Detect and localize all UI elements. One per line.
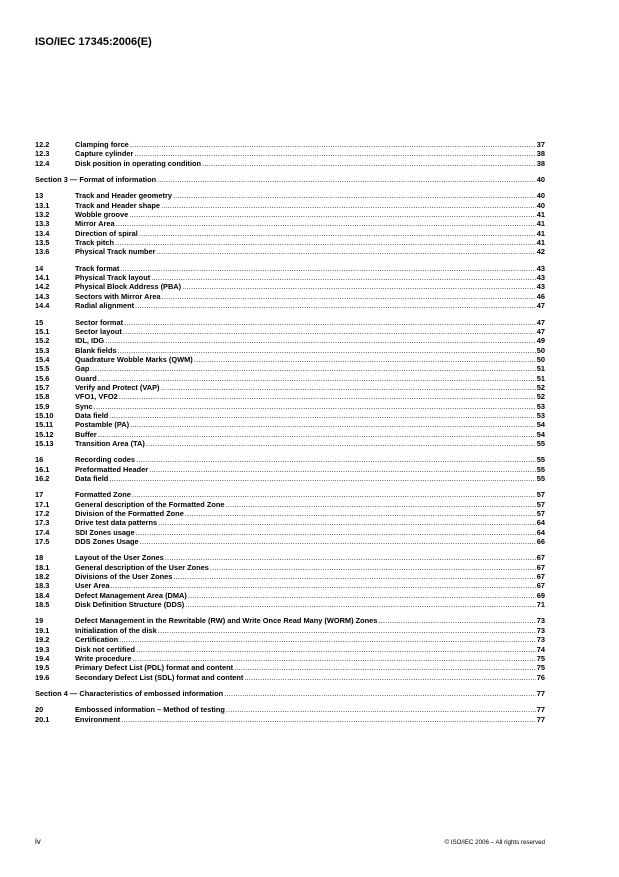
toc-entry-page: 73 [536,625,545,635]
dot-leader [210,563,536,572]
dot-leader [117,346,535,355]
toc-entry[interactable] [35,159,545,168]
toc-entry-number: 18.3 [35,581,50,591]
toc-entry[interactable] [35,439,545,448]
toc-entry[interactable] [35,355,545,364]
dot-leader [162,292,536,301]
toc-entry-page: 73 [536,616,545,626]
toc-entry-title: Capture cylinder [75,149,134,159]
dot-leader [160,383,535,392]
dot-leader [90,364,535,373]
toc-entry[interactable] [35,201,545,210]
dot-leader [188,591,536,600]
dot-leader [129,210,536,219]
toc-entry-title: Embossed information – Method of testing [75,705,225,715]
toc-entry-number: 15.2 [35,336,50,346]
dot-leader [173,191,536,200]
toc-entry-number: 19.1 [35,625,50,635]
toc-entry-number: 15.3 [35,345,50,355]
dot-leader [116,219,536,228]
toc-entry-title: General description of the Formatted Zone [75,499,225,509]
toc-entry[interactable] [35,149,545,158]
toc-entry[interactable] [35,616,545,625]
toc-entry-number: 18.2 [35,572,50,582]
toc-entry-page: 43 [536,263,545,273]
toc-entry-page: 50 [536,354,545,364]
document-id: ISO/IEC 17345:2006(E) [35,36,152,48]
toc-entry-number: 15.4 [35,354,50,364]
toc-entry-page: 67 [536,553,545,563]
toc-entry-number: 20 [35,705,44,715]
toc-entry[interactable] [35,346,545,355]
page-number: iv [35,837,41,846]
toc-entry-title: Radial alignment [75,301,135,311]
toc-entry-title: Layout of the User Zones [75,553,164,563]
toc-entry-number: 19.4 [35,653,50,663]
toc-entry-title: Primary Defect List (PDL) format and content [75,663,234,673]
toc-entry[interactable] [35,327,545,336]
toc-entry-title: Division of the Formatted Zone [75,509,184,519]
toc-entry[interactable] [35,626,545,635]
toc-entry[interactable] [35,645,545,654]
toc-entry[interactable] [35,474,545,483]
toc-entry-number: 17.5 [35,537,50,547]
toc-entry[interactable] [35,229,545,238]
dot-leader [111,581,536,590]
dot-leader [136,645,536,654]
dot-leader [105,336,536,345]
toc-entry-title: Formatted Zone [75,490,131,500]
toc-entry-number: 19.2 [35,635,50,645]
toc-entry-title: Drive test data patterns [75,518,158,528]
dot-leader [136,528,536,537]
toc-entry-title: Wobble groove [75,210,129,220]
dot-leader [130,140,536,149]
toc-entry-number: 19 [35,616,44,626]
toc-entry-title: Track and Header shape [75,200,161,210]
toc-entry-number: 16.1 [35,464,50,474]
toc-entry[interactable] [35,318,545,327]
toc-entry-title: Section 3 — Format of information [35,175,157,185]
toc-entry[interactable] [35,663,545,672]
dot-leader [136,455,536,464]
toc-entry-page: 67 [536,572,545,582]
toc-entry-number: 18.4 [35,590,50,600]
toc-entry-number: 14.4 [35,301,50,311]
toc-entry-page: 73 [536,635,545,645]
toc-entry-number: 14.1 [35,273,50,283]
toc-entry-number: 17.2 [35,509,50,519]
toc-entry-title: Disk position in operating condition [75,158,202,168]
toc-entry[interactable] [35,264,545,273]
toc-entry[interactable] [35,553,545,562]
toc-entry-number: 12.2 [35,140,50,149]
toc-entry-page: 64 [536,518,545,528]
toc-entry-page: 52 [536,382,545,392]
toc-entry-page: 51 [536,364,545,374]
copyright-notice: © ISO/IEC 2006 – All rights reserved [444,839,545,846]
toc-entry-number: 13.2 [35,210,50,220]
dot-leader [225,500,535,509]
dot-leader [224,689,536,698]
dot-leader [130,420,536,429]
toc-entry-number: 15.13 [35,438,54,448]
toc-entry-number: 16 [35,455,44,465]
toc-entry-number: 20.1 [35,714,50,724]
dot-leader [109,474,536,483]
toc-entry-title: Defect Management Area (DMA) [75,590,187,600]
toc-entry-number: 12.4 [35,158,50,168]
toc-entry[interactable] [35,411,545,420]
toc-entry[interactable] [35,581,545,590]
dot-leader [132,490,536,499]
dot-leader [146,439,536,448]
toc-entry-page: 38 [536,158,545,168]
dot-leader [94,402,536,411]
dot-leader [140,537,536,546]
toc-entry[interactable] [35,600,545,609]
toc-entry[interactable] [35,509,545,518]
toc-entry-page: 66 [536,537,545,547]
toc-entry-page: 69 [536,590,545,600]
toc-entry-number: 15.6 [35,373,50,383]
toc-entry-title: Environment [75,714,121,724]
dot-leader [158,518,536,527]
toc-entry-number: 19.5 [35,663,50,673]
toc-entry-title: IDL, IDG [75,336,105,346]
toc-entry-page: 67 [536,581,545,591]
toc-entry[interactable] [35,705,545,714]
toc-entry[interactable] [35,591,545,600]
toc-entry-title: Blank fields [75,345,117,355]
dot-leader [119,635,536,644]
toc-entry-title: Disk Definition Structure (DDS) [75,600,185,610]
toc-entry[interactable] [35,572,545,581]
dot-leader [139,229,536,238]
toc-entry-page: 53 [536,410,545,420]
toc-entry-page: 40 [536,191,545,201]
toc-entry-number: 15.11 [35,420,54,430]
dot-leader [121,715,536,724]
toc-entry-title: Sector format [75,317,124,327]
toc-entry[interactable] [35,420,545,429]
toc-entry-title: Defect Management in the Rewritable (RW) and Write Once Read Many (WORM) Zones [75,616,378,626]
toc-entry-page: 41 [536,238,545,248]
dot-leader [149,465,536,474]
toc-entry-title: SDI Zones usage [75,527,135,537]
toc-entry-title: User Area [75,581,110,591]
toc-entry-page: 55 [536,438,545,448]
toc-entry-page: 57 [536,490,545,500]
dot-leader [194,355,536,364]
toc-entry[interactable] [35,455,545,464]
toc-entry[interactable] [35,140,545,149]
toc-entry-page: 42 [536,247,545,257]
toc-entry-title: Recording codes [75,455,135,465]
toc-entry-number: 19.6 [35,672,50,682]
toc-entry[interactable] [35,673,545,682]
toc-entry-title: Data field [75,410,109,420]
toc-entry[interactable] [35,500,545,509]
dot-leader [109,411,536,420]
toc-entry-page: 74 [536,644,545,654]
toc-entry-number: 17.1 [35,499,50,509]
dot-leader [158,626,536,635]
toc-section-heading[interactable] [35,175,545,184]
toc-entry-number: 16.2 [35,474,50,483]
toc-entry-page: 41 [536,210,545,220]
toc-entry[interactable] [35,383,545,392]
dot-leader [182,282,536,291]
toc-entry-number: 15.5 [35,364,50,374]
toc-entry[interactable] [35,430,545,439]
toc-entry-title: Certification [75,635,119,645]
toc-entry-number: 15 [35,317,44,327]
toc-entry-title: Disk not certified [75,644,135,654]
toc-entry-number: 15.10 [35,410,54,420]
toc-entry-page: 71 [536,600,545,610]
dot-leader [120,264,535,273]
toc-entry-number: 13.4 [35,228,50,238]
toc-entry-title: Initialization of the disk [75,625,157,635]
toc-entry-page: 64 [536,527,545,537]
toc-entry[interactable] [35,273,545,282]
dot-leader [157,175,536,184]
toc-entry-number: 19.3 [35,644,50,654]
dot-leader [244,673,535,682]
toc-entry[interactable] [35,238,545,247]
toc-entry-page: 47 [536,301,545,311]
toc-entry-title: Postamble (PA) [75,420,130,430]
dot-leader [165,553,536,562]
toc-entry-page: 47 [536,317,545,327]
toc-entry[interactable] [35,336,545,345]
toc-entry-page: 77 [536,705,545,715]
toc-entry-number: 17.3 [35,518,50,528]
toc-entry[interactable] [35,465,545,474]
dot-leader [234,663,536,672]
dot-leader [124,318,536,327]
toc-entry-page: 51 [536,373,545,383]
dot-leader [185,509,536,518]
toc-entry-page: 54 [536,420,545,430]
toc-entry-number: 13 [35,191,44,201]
toc-entry-page: 77 [536,714,545,724]
toc-entry-page: 57 [536,509,545,519]
toc-entry-title: Data field [75,474,109,483]
toc-entry-title: Track pitch [75,238,115,248]
toc-entry-page: 50 [536,345,545,355]
toc-entry-page: 40 [536,175,545,185]
toc-entry[interactable] [35,537,545,546]
toc-entry[interactable] [35,392,545,401]
toc-entry-title: Guard [75,373,97,383]
toc-entry-page: 37 [536,140,545,149]
toc-entry-title: Sync [75,401,93,411]
toc-entry-page: 38 [536,149,545,159]
toc-entry-title: Sectors with Mirror Area [75,291,161,301]
toc-entry-number: 15.12 [35,429,54,439]
toc-entry-title: Physical Block Address (PBA) [75,282,182,292]
toc-entry-page: 43 [536,273,545,283]
toc-entry-title: VFO1, VFO2 [75,392,118,402]
toc-entry[interactable] [35,715,545,724]
toc-entry[interactable] [35,635,545,644]
toc-entry[interactable] [35,219,545,228]
toc-entry[interactable] [35,282,545,291]
toc-entry-number: 13.6 [35,247,50,257]
toc-entry-page: 49 [536,336,545,346]
toc-entry-number: 18.5 [35,600,50,610]
toc-entry-page: 76 [536,672,545,682]
toc-entry-title: Quadrature Wobble Marks (QWM) [75,354,193,364]
toc-section-heading[interactable] [35,689,545,698]
table-of-contents [35,140,545,724]
toc-entry-title: Gap [75,364,90,374]
toc-entry-number: 17.4 [35,527,50,537]
toc-entry-number: 18 [35,553,44,563]
toc-entry-title: Physical Track number [75,247,156,257]
dot-leader [161,201,536,210]
toc-entry-title: Write procedure [75,653,132,663]
toc-entry-page: 55 [536,455,545,465]
dot-leader [202,159,536,168]
toc-entry-number: 15.9 [35,401,50,411]
toc-entry[interactable] [35,528,545,537]
toc-entry-number: 15.7 [35,382,50,392]
toc-entry-title: Track format [75,263,120,273]
toc-entry-page: 47 [536,326,545,336]
dot-leader [173,572,535,581]
toc-entry-page: 55 [536,464,545,474]
toc-entry-page: 75 [536,663,545,673]
dot-leader [151,273,536,282]
dot-leader [98,374,536,383]
dot-leader [157,247,536,256]
toc-entry-page: 53 [536,401,545,411]
toc-entry-page: 43 [536,282,545,292]
dot-leader [133,654,536,663]
toc-entry-page: 54 [536,429,545,439]
toc-entry-page: 41 [536,219,545,229]
toc-entry-page: 40 [536,200,545,210]
dot-leader [135,301,536,310]
toc-entry[interactable] [35,490,545,499]
toc-entry-title: Secondary Defect List (SDL) format and content [75,672,244,682]
toc-entry-number: 14 [35,263,44,273]
toc-entry[interactable] [35,247,545,256]
toc-entry-title: Divisions of the User Zones [75,572,173,582]
toc-entry[interactable] [35,364,545,373]
toc-entry[interactable] [35,654,545,663]
toc-entry-title: Section 4 — Characteristics of embossed information [35,688,224,698]
toc-entry[interactable] [35,210,545,219]
toc-entry-number: 13.1 [35,200,50,210]
toc-entry-page: 77 [536,688,545,698]
toc-entry-number: 18.1 [35,562,50,572]
toc-entry-title: Track and Header geometry [75,191,172,201]
dot-leader [98,430,536,439]
dot-leader [115,238,536,247]
toc-entry-number: 14.2 [35,282,50,292]
toc-entry-number: 13.3 [35,219,50,229]
toc-entry[interactable] [35,374,545,383]
toc-entry-page: 57 [536,499,545,509]
toc-entry-page: 46 [536,291,545,301]
toc-entry-title: Physical Track layout [75,273,151,283]
toc-entry-number: 14.3 [35,291,50,301]
dot-leader [134,149,535,158]
toc-entry-title: DDS Zones Usage [75,537,139,547]
toc-entry-title: Mirror Area [75,219,115,229]
toc-entry[interactable] [35,563,545,572]
toc-entry-number: 15.1 [35,326,50,336]
toc-entry-number: 12.3 [35,149,50,159]
toc-entry[interactable] [35,292,545,301]
toc-entry-page: 41 [536,228,545,238]
toc-entry-title: Direction of spiral [75,228,138,238]
dot-leader [226,705,536,714]
toc-entry-page: 55 [536,474,545,483]
toc-entry-number: 15.8 [35,392,50,402]
toc-entry-page: 67 [536,562,545,572]
toc-entry[interactable] [35,191,545,200]
toc-entry-title: Sector layout [75,326,122,336]
toc-entry[interactable] [35,301,545,310]
toc-entry-number: 13.5 [35,238,50,248]
dot-leader [378,616,535,625]
toc-entry[interactable] [35,518,545,527]
toc-entry-title: Buffer [75,429,97,439]
toc-entry-title: Verify and Protect (VAP) [75,382,160,392]
dot-leader [119,392,536,401]
toc-entry-title: Preformatted Header [75,464,149,474]
toc-entry-title: Transition Area (TA) [75,438,145,448]
toc-entry-title: Clamping force [75,140,129,149]
toc-entry-page: 52 [536,392,545,402]
toc-entry-page: 75 [536,653,545,663]
dot-leader [123,327,536,336]
dot-leader [185,600,536,609]
toc-entry[interactable] [35,402,545,411]
toc-entry-number: 17 [35,490,44,500]
toc-entry-title: General description of the User Zones [75,562,209,572]
